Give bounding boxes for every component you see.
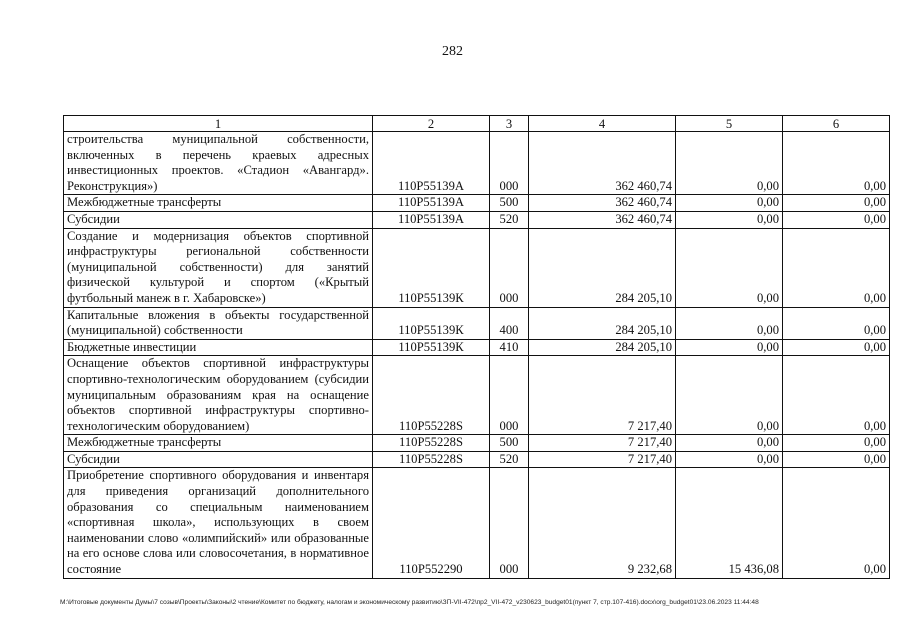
row-target-code: 110Р55228S [373, 356, 490, 435]
row-name: Межбюджетные трансферты [64, 195, 373, 212]
row-name: Приобретение спортивного оборудования и инвентаря для приведения организаций дополнительного образования со специальным наименованием «спортивная школа», использующих в своем наименовании слово «олимпийский» или образованные на его основе слова или словосочетания, в нормативное состояние [64, 468, 373, 578]
row-expense-type: 000 [490, 228, 529, 307]
row-amount-col6: 0,00 [783, 228, 890, 307]
row-target-code: 110Р55139К [373, 307, 490, 339]
row-name: Оснащение объектов спортивной инфраструктуры спортивно-технологическим оборудованием (субсидии муниципальным образованиям края на оснащение объектов спортивной инфраструктуры спортивно-технологическим оборудованием) [64, 356, 373, 435]
table-row [64, 195, 890, 212]
row-expense-type: 520 [490, 211, 529, 228]
row-amount-col6: 0,00 [783, 195, 890, 212]
table-row [64, 435, 890, 452]
row-amount-col4: 362 460,74 [529, 211, 676, 228]
row-amount-col5: 0,00 [676, 435, 783, 452]
row-amount-col5: 0,00 [676, 195, 783, 212]
row-amount-col4: 362 460,74 [529, 195, 676, 212]
row-expense-type: 000 [490, 356, 529, 435]
page-number: 282 [442, 44, 463, 59]
row-amount-col6: 0,00 [783, 307, 890, 339]
column-header: 6 [783, 116, 890, 132]
row-target-code: 110Р55139А [373, 132, 490, 195]
row-amount-col4: 362 460,74 [529, 132, 676, 195]
budget-table [63, 115, 890, 579]
row-target-code: 110Р55139К [373, 339, 490, 356]
row-target-code: 110Р55139К [373, 228, 490, 307]
row-amount-col4: 7 217,40 [529, 435, 676, 452]
document-file-path: M:\Итоговые документы Думы\7 созыв\Проекты\Законы\2 чтение\Комитет по бюджету, налогам и экономическому развитию\ЗП-VII-472\пр2_VII-472_v230623_budget01(пункт 7, стр.107-416).docx\org_budget01\23.06.2023 11:44:48 [60, 599, 759, 606]
row-amount-col6: 0,00 [783, 468, 890, 578]
table-row [64, 228, 890, 307]
row-amount-col6: 0,00 [783, 435, 890, 452]
row-name: Бюджетные инвестиции [64, 339, 373, 356]
row-name: Создание и модернизация объектов спортивной инфраструктуры региональной собственности (муниципальной собственности) для занятий физической культурой и спортом («Крытый футбольный манеж в г. Хабаровске») [64, 228, 373, 307]
row-amount-col5: 0,00 [676, 451, 783, 468]
row-target-code: 110Р55139А [373, 211, 490, 228]
row-amount-col4: 284 205,10 [529, 228, 676, 307]
table-row [64, 307, 890, 339]
row-name: Субсидии [64, 211, 373, 228]
row-expense-type: 410 [490, 339, 529, 356]
row-expense-type: 400 [490, 307, 529, 339]
row-target-code: 110Р55228S [373, 435, 490, 452]
column-header: 3 [490, 116, 529, 132]
column-header: 5 [676, 116, 783, 132]
row-expense-type: 500 [490, 195, 529, 212]
row-amount-col4: 284 205,10 [529, 339, 676, 356]
row-amount-col5: 0,00 [676, 228, 783, 307]
table-row [64, 211, 890, 228]
row-amount-col5: 0,00 [676, 339, 783, 356]
row-name: Субсидии [64, 451, 373, 468]
row-target-code: 110Р55228S [373, 451, 490, 468]
row-name: строительства муниципальной собственности, включенных в перечень краевых адресных инвестиционных проектов. «Стадион «Авангард». Реконструкция») [64, 132, 373, 195]
row-amount-col5: 0,00 [676, 356, 783, 435]
row-amount-col6: 0,00 [783, 211, 890, 228]
row-amount-col6: 0,00 [783, 132, 890, 195]
table-row [64, 356, 890, 435]
row-expense-type: 000 [490, 468, 529, 578]
row-expense-type: 000 [490, 132, 529, 195]
row-amount-col4: 7 217,40 [529, 451, 676, 468]
row-amount-col5: 0,00 [676, 132, 783, 195]
table-row [64, 132, 890, 195]
table-row [64, 339, 890, 356]
row-amount-col4: 9 232,68 [529, 468, 676, 578]
table-row [64, 451, 890, 468]
row-name: Межбюджетные трансферты [64, 435, 373, 452]
row-amount-col4: 7 217,40 [529, 356, 676, 435]
row-target-code: 110Р552290 [373, 468, 490, 578]
column-header: 4 [529, 116, 676, 132]
column-header: 1 [64, 116, 373, 132]
row-amount-col6: 0,00 [783, 451, 890, 468]
table-header-row [64, 116, 890, 132]
row-amount-col5: 0,00 [676, 307, 783, 339]
row-expense-type: 500 [490, 435, 529, 452]
row-amount-col5: 0,00 [676, 211, 783, 228]
row-target-code: 110Р55139А [373, 195, 490, 212]
table-row [64, 468, 890, 578]
row-amount-col5: 15 436,08 [676, 468, 783, 578]
row-amount-col6: 0,00 [783, 356, 890, 435]
row-expense-type: 520 [490, 451, 529, 468]
row-amount-col6: 0,00 [783, 339, 890, 356]
row-amount-col4: 284 205,10 [529, 307, 676, 339]
column-header: 2 [373, 116, 490, 132]
row-name: Капитальные вложения в объекты государственной (муниципальной) собственности [64, 307, 373, 339]
